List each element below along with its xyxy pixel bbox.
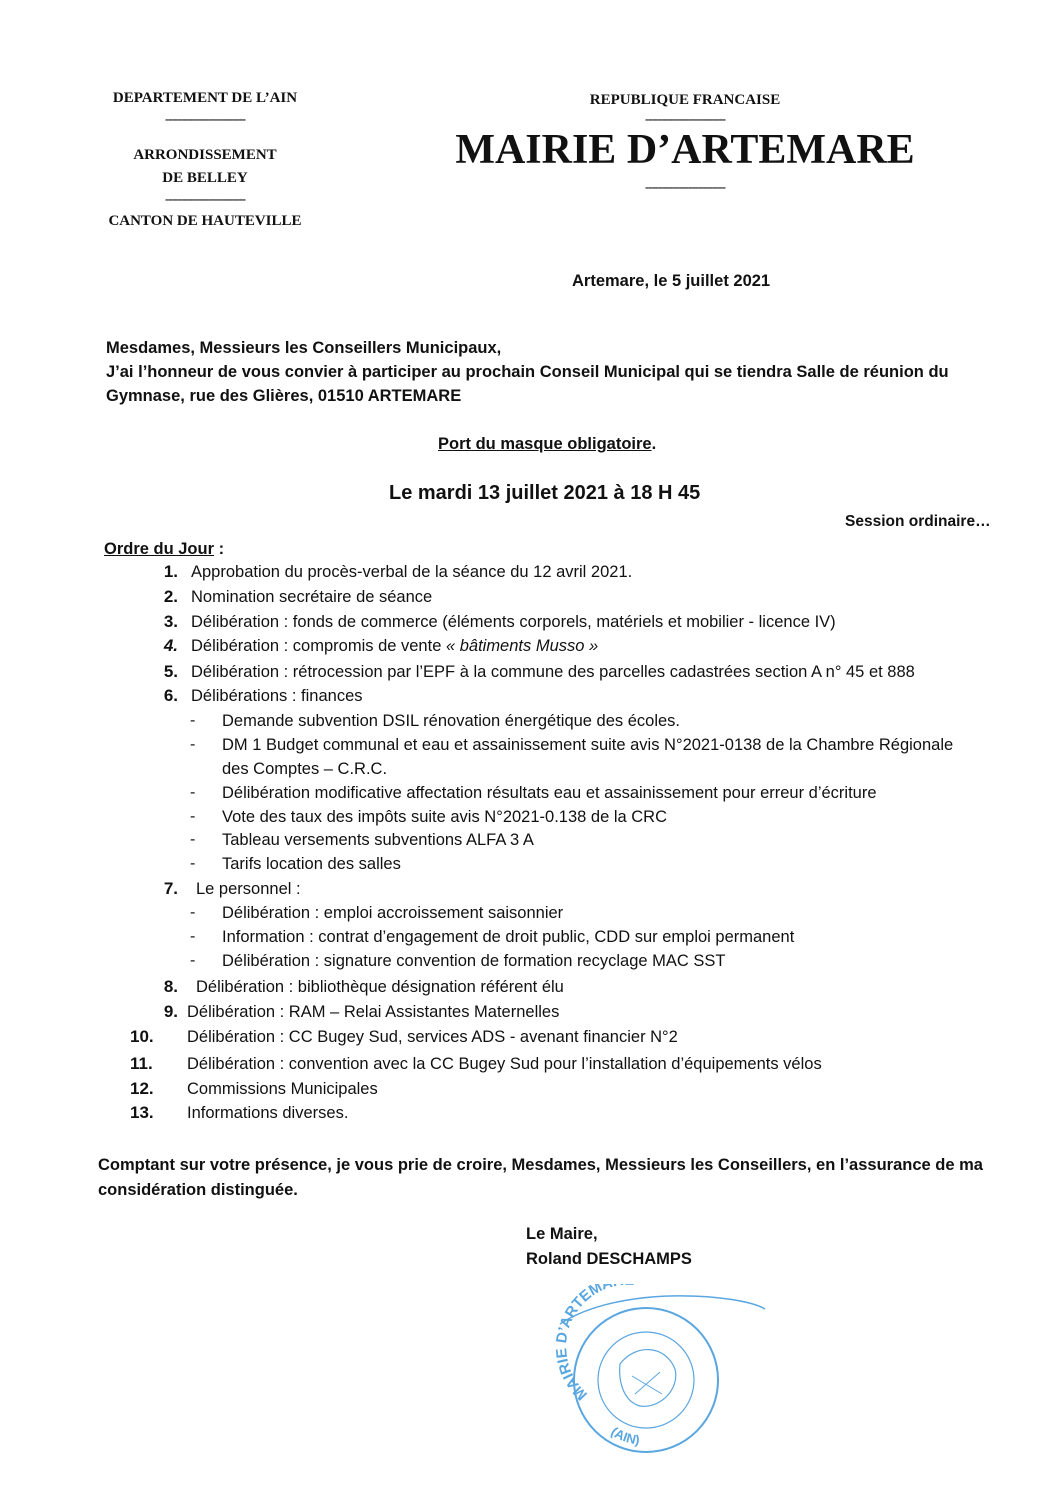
sub-item: Tableau versements subventions ALFA 3 A: [222, 831, 534, 849]
separator: ------------------------: [645, 179, 725, 194]
item-number: 4.: [163, 636, 178, 655]
item-text: Délibération : RAM – Relai Assistantes Maternelles: [187, 1003, 560, 1021]
sub-item: Vote des taux des impôts suite avis N°2021-0.138 de la CRC: [222, 808, 668, 826]
session-type: Session ordinaire…: [845, 513, 991, 530]
header-right: [425, 92, 945, 195]
sub-item: des Comptes – C.R.C.: [222, 760, 388, 778]
item-text: Informations diverses.: [187, 1104, 349, 1122]
closing-line-2: considération distinguée.: [98, 1181, 298, 1199]
bullet: -: [190, 736, 196, 753]
item-number: 9.: [163, 1002, 178, 1021]
item-text: Le personnel :: [196, 880, 301, 898]
signature-name: Roland DESCHAMPS: [526, 1250, 692, 1268]
item-text-italic: « bâtiments Musso »: [445, 637, 599, 655]
item-text: Nomination secrétaire de séance: [191, 588, 433, 606]
item-number: 12.: [130, 1079, 154, 1098]
agenda-heading-text: Ordre du Jour: [104, 540, 215, 558]
bullet: -: [190, 904, 196, 921]
separator: ------------------------: [645, 111, 725, 126]
bullet: -: [190, 855, 196, 872]
item-number: 11.: [130, 1054, 153, 1073]
item-text: Commissions Municipales: [187, 1080, 378, 1098]
agenda-heading: [104, 540, 224, 559]
agenda-heading-colon: :: [214, 540, 225, 558]
closing-line-1: Comptant sur votre présence, je vous prie de croire, Mesdames, Messieurs les Conseillers, en l’assurance de ma: [98, 1156, 983, 1174]
item-number: 7.: [163, 879, 178, 898]
stamp-icon: [540, 1284, 780, 1464]
mask-notice-text: Port du masque obligatoire: [438, 435, 652, 453]
sub-item: Délibération : signature convention de formation recyclage MAC SST: [222, 952, 726, 970]
salutation: Mesdames, Messieurs les Conseillers Municipaux,: [106, 339, 502, 357]
bullet: -: [190, 831, 196, 848]
stamp-text: MAIRIE D’ARTEM: [553, 1284, 606, 1404]
intro-line-1: J’ai l’honneur de vous convier à participer au prochain Conseil Municipal qui se tiendra Salle de réunion du: [106, 363, 949, 381]
stamp-text: (AIN): [608, 1423, 641, 1448]
item-text-prefix: Délibération : compromis de vente: [191, 637, 446, 655]
item-text: Délibération : rétrocession par l’EPF à la commune des parcelles cadastrées section A n° 45 et 888: [191, 663, 915, 681]
item-text: Délibération : convention avec la CC Bugey Sud pour l’installation d’équipements vélos: [187, 1055, 822, 1073]
item-text: Délibération : fonds de commerce (éléments corporels, matériels et mobilier - licence IV): [191, 613, 836, 631]
arrondissement-label: ARRONDISSEMENT: [133, 147, 277, 163]
bullet: -: [190, 808, 196, 825]
sub-item: Information : contrat d’engagement de droit public, CDD sur emploi permanent: [222, 928, 795, 946]
separator: ------------------------: [165, 191, 245, 206]
item-number: 10.: [130, 1027, 154, 1046]
sub-item: Délibération : emploi accroissement saisonnier: [222, 904, 564, 922]
canton-label: CANTON DE HAUTEVILLE: [108, 213, 302, 229]
header-left: [70, 90, 340, 230]
item-number: 8.: [163, 977, 178, 996]
department-label: DEPARTEMENT DE L’AIN: [112, 90, 298, 106]
item-number: 5.: [163, 662, 178, 681]
item-text: Délibérations : finances: [191, 687, 363, 705]
item-text: [191, 637, 598, 656]
date-line: Artemare, le 5 juillet 2021: [572, 272, 771, 290]
sub-item: DM 1 Budget communal et eau et assainissement suite avis N°2021-0138 de la Chambre Régionale: [222, 736, 954, 754]
belley-label: DE BELLEY: [162, 170, 248, 186]
separator: ------------------------: [165, 111, 245, 126]
sub-item: Tarifs location des salles: [222, 855, 401, 873]
sub-item: Délibération modificative affectation résultats eau et assainissement pour erreur d’écriture: [222, 784, 877, 802]
bullet: -: [190, 784, 196, 801]
bullet: -: [190, 928, 196, 945]
item-number: 6.: [163, 686, 178, 705]
item-text: Approbation du procès-verbal de la séance du 12 avril 2021.: [191, 563, 633, 581]
meeting-date: Le mardi 13 juillet 2021 à 18 H 45: [389, 482, 701, 504]
official-stamp: [540, 1284, 780, 1464]
item-text: Délibération : bibliothèque désignation référent élu: [196, 978, 564, 996]
intro-line-2: Gymnase, rue des Glières, 01510 ARTEMARE: [106, 387, 462, 405]
item-number: 13.: [130, 1103, 154, 1122]
mask-notice-period: .: [651, 435, 657, 453]
sub-item: Demande subvention DSIL rénovation énergétique des écoles.: [222, 712, 681, 730]
bullet: -: [190, 952, 196, 969]
item-number: 2.: [163, 587, 178, 606]
signature-title: Le Maire,: [526, 1225, 598, 1243]
republic-label: REPUBLIQUE FRANCAISE: [589, 92, 781, 108]
item-text: Délibération : CC Bugey Sud, services ADS - avenant financier N°2: [187, 1028, 678, 1046]
item-number: 3.: [163, 612, 178, 631]
mask-notice: [438, 435, 656, 454]
mairie-title: MAIRIE D’ARTEMARE: [455, 127, 915, 173]
bullet: -: [190, 712, 196, 729]
item-number: 1.: [163, 562, 178, 581]
